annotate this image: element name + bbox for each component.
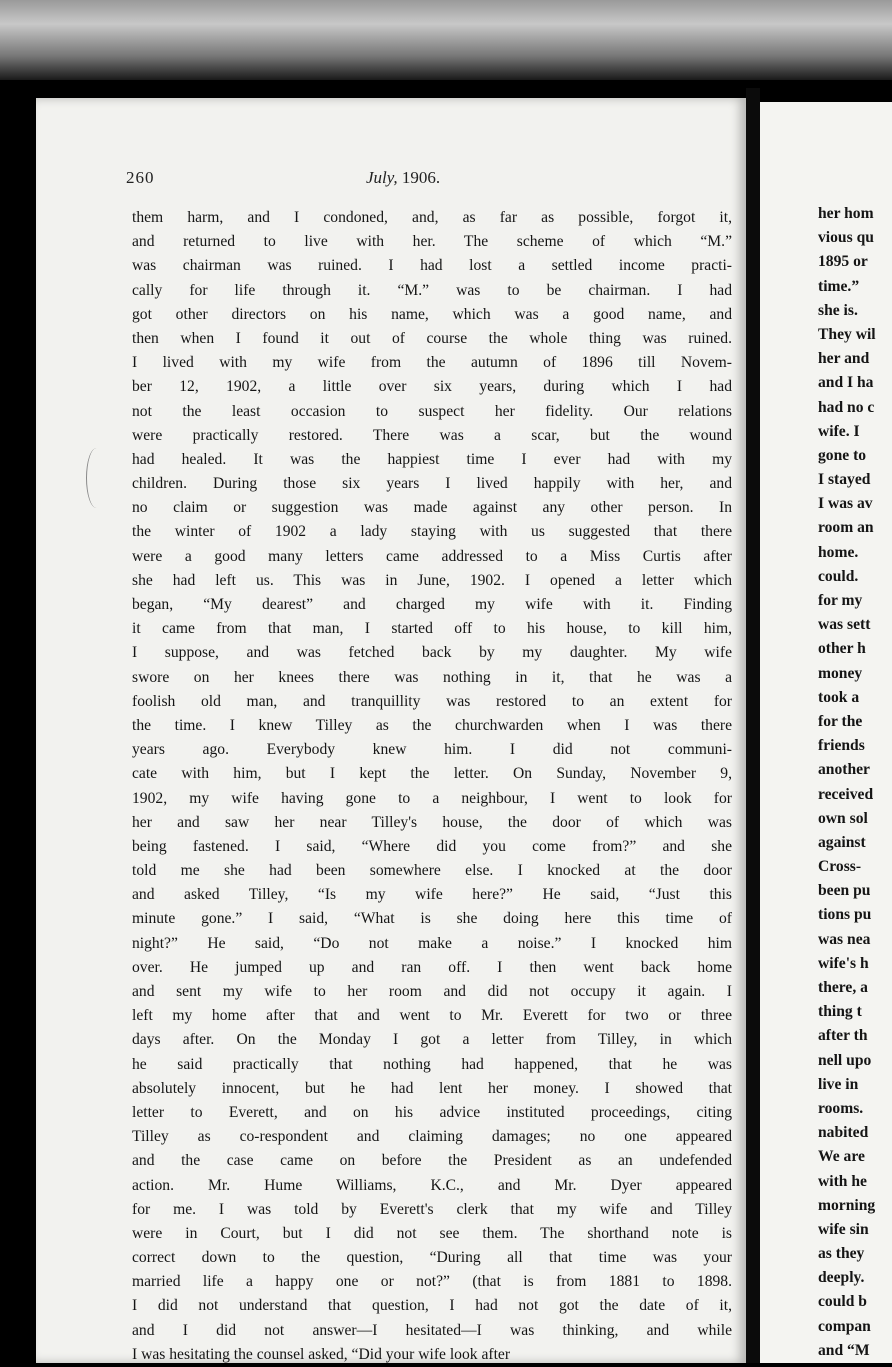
text-line: and asked Tilley, “Is my wife here?” He said, “Just this — [132, 886, 732, 904]
text-line: and I did not answer—I hesitated—I was thinking, and while — [132, 1321, 732, 1339]
margin-pencil-mark — [86, 448, 107, 508]
right-text-line: 1895 or — [818, 253, 868, 271]
text-line: night?” He said, “Do not make a noise.” I knocked him — [132, 934, 732, 952]
right-text-line: as they — [818, 1245, 865, 1263]
text-line: the winter of 1902 a lady staying with us suggested that there — [132, 523, 732, 541]
text-line: she had left us. This was in June, 1902. I opened a letter which — [132, 571, 732, 589]
text-line: over. He jumped up and ran off. I then went back home — [132, 958, 732, 976]
text-line: I lived with my wife from the autumn of 1896 till Novem- — [132, 354, 732, 372]
right-text-line: wife sin — [818, 1220, 869, 1238]
right-text-line: with he — [818, 1172, 867, 1190]
text-line: were in Court, but I did not see them. The shorthand note is — [132, 1224, 732, 1242]
text-line: married life a happy one or not?” (that is from 1881 to 1898. — [132, 1273, 732, 1291]
text-line: got other directors on his name, which was a good name, and — [132, 305, 732, 323]
right-text-line: her hom — [818, 205, 874, 222]
text-line: children. During those six years I lived happily with her, and — [132, 475, 732, 493]
text-line: not the least occasion to suspect her fidelity. Our relations — [132, 402, 732, 420]
right-text-line: own sol — [818, 809, 868, 827]
text-line: and the case came on before the President as an undefended — [132, 1152, 732, 1170]
right-text-line: she is. — [818, 301, 858, 319]
text-line: I did not understand that question, I had not got the date of it, — [132, 1297, 732, 1315]
text-line: were a good many letters came addressed to a Miss Curtis after — [132, 547, 732, 565]
text-line: he said practically that nothing had happened, that he was — [132, 1055, 732, 1073]
text-line: then when I found it out of course the whole thing was ruined. — [132, 329, 732, 347]
right-text-line: gone to — [818, 446, 867, 464]
text-line: days after. On the Monday I got a letter from Tilley, in which — [132, 1031, 732, 1049]
right-text-line: for my — [818, 592, 863, 609]
right-text-line: I stayed — [818, 471, 871, 489]
page-header — [126, 168, 726, 192]
text-line: 1902, my wife having gone to a neighbour, I went to look for — [132, 789, 732, 807]
text-line: her and saw her near Tilley's house, the door of which was — [132, 813, 732, 831]
text-line: I suppose, and was fetched back by my daughter. My wife — [132, 644, 732, 662]
right-text-line: there, a — [818, 979, 868, 996]
right-text-line: rooms. — [818, 1099, 864, 1117]
right-text-line: had no c — [818, 398, 875, 416]
text-line: told me she had been somewhere else. I knocked at the door — [132, 862, 732, 880]
right-text-line: after th — [818, 1027, 868, 1045]
right-text-line: other h — [818, 640, 866, 658]
right-text-line: been pu — [818, 882, 871, 900]
text-line: absolutely innocent, but he had lent her money. I showed that — [132, 1079, 732, 1097]
right-text-line: deeply. — [818, 1269, 865, 1287]
right-text-line: vious qu — [818, 229, 874, 247]
text-line: cate with him, but I kept the letter. On Sunday, November 9, — [132, 765, 732, 783]
right-text-line: received — [818, 785, 874, 803]
right-text-line: room an — [818, 519, 874, 537]
running-title-month: July, — [366, 168, 398, 187]
right-text-line: against — [818, 833, 866, 851]
running-title — [366, 168, 440, 188]
text-line: it came from that man, I started off to his house, to kill him, — [132, 620, 732, 638]
right-text-line: tions pu — [818, 906, 872, 924]
right-text-line: compan — [818, 1317, 871, 1335]
text-line: and sent my wife to her room and did not occupy it again. I — [132, 983, 732, 1000]
text-line: no claim or suggestion was made against any other person. In — [132, 499, 732, 517]
right-text-line: could b — [818, 1293, 867, 1311]
page-number: 260 — [126, 168, 155, 187]
book-spine — [746, 88, 760, 1363]
text-line: were practically restored. There was a scar, but the wound — [132, 426, 732, 444]
text-line: swore on her knees there was nothing in it, that he was a — [132, 668, 732, 686]
right-text-line: another — [818, 761, 870, 779]
right-text-line: could. — [818, 567, 859, 585]
text-line: cally for life through it. “M.” was to be chairman. I had — [132, 281, 732, 299]
text-line: years ago. Everybody knew him. I did not communi- — [132, 741, 732, 759]
text-line: began, “My dearest” and charged my wife with it. Finding — [132, 596, 732, 613]
right-text-line: morning — [818, 1196, 876, 1214]
text-line: Tilley as co-respondent and claiming damages; no one appeared — [132, 1128, 732, 1146]
right-page — [760, 102, 892, 1363]
text-line: action. Mr. Hume Williams, K.C., and Mr. Dyer appeared — [132, 1176, 732, 1194]
right-text-line: We are — [818, 1148, 865, 1166]
text-line: left my home after that and went to Mr. Everett for two or three — [132, 1007, 732, 1025]
text-line: being fastened. I said, “Where did you come from?” and she — [132, 837, 732, 855]
scan-top-edge — [0, 0, 892, 80]
text-line: the time. I knew Tilley as the churchwarden when I was there — [132, 716, 732, 734]
right-text-line: thing t — [818, 1003, 862, 1021]
text-line: ber 12, 1902, a little over six years, during which I had — [132, 378, 732, 396]
right-text-line: took a — [818, 688, 860, 706]
right-text-line: was nea — [818, 930, 871, 948]
right-text-line: wife's h — [818, 954, 869, 972]
text-line: letter to Everett, and on his advice instituted proceedings, citing — [132, 1103, 732, 1121]
right-text-line: and I ha — [818, 374, 874, 392]
right-text-line: time.” — [818, 277, 860, 295]
running-title-year: 1906. — [401, 168, 441, 187]
right-text-line: friends — [818, 737, 865, 755]
right-text-line: nell upo — [818, 1051, 872, 1069]
text-line: and returned to live with her. The scheme of which “M.” — [132, 233, 732, 251]
right-text-line: was sett — [818, 616, 871, 634]
right-text-line: I was av — [818, 495, 873, 513]
right-text-line: and “M — [818, 1341, 870, 1359]
right-text-line: for the — [818, 712, 863, 730]
right-text-line: Cross- — [818, 858, 862, 876]
text-line: minute gone.” I said, “What is she doing here this time of — [132, 910, 732, 928]
text-line: foolish old man, and tranquillity was restored to an extent for — [132, 692, 732, 710]
right-text-line: nabited — [818, 1124, 869, 1142]
text-line: I was hesitating the counsel asked, “Did your wife look after — [132, 1345, 511, 1363]
text-line: had healed. It was the happiest time I ever had with my — [132, 450, 732, 468]
text-line: correct down to the question, “During all that time was your — [132, 1249, 732, 1267]
right-text-line: home. — [818, 543, 859, 561]
text-line: them harm, and I condoned, and, as far as possible, forgot it, — [132, 209, 732, 226]
right-page-text — [818, 202, 876, 1363]
body-text — [132, 206, 732, 1367]
right-text-line: her and — [818, 350, 870, 368]
right-text-line: money — [818, 664, 863, 682]
text-line: for me. I was told by Everett's clerk that my wife and Tilley — [132, 1200, 732, 1218]
right-text-line: live in — [818, 1075, 859, 1093]
right-text-line: They wil — [818, 325, 876, 343]
text-line: was chairman was ruined. I had lost a settled income practi- — [132, 257, 732, 275]
right-text-line: wife. I — [818, 422, 860, 440]
left-page — [36, 98, 746, 1363]
